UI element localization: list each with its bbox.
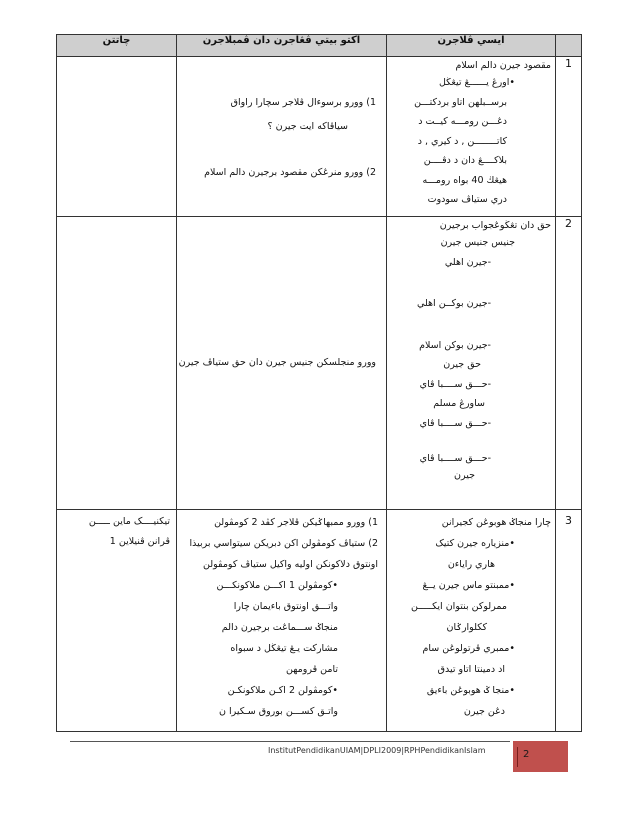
footer-divider (70, 741, 510, 742)
activity-line: سياڤاکه ايت جيرن ؟ (267, 121, 348, 132)
content-line: -جيرن بوکــن اهلي (416, 298, 491, 309)
row3-content (387, 510, 556, 732)
header-content: ايسي ڤلاجرن (387, 35, 556, 57)
activity-line: 2) ستياڤ کومڤولن اکن دبريکن سيتواسي بربيذا (189, 538, 378, 549)
note-line: تيکنيــــک ماين ـــــن (88, 516, 170, 527)
header-activity: اکتو بيتي ڤڠاجرن دان ڤمبلاجرن (177, 35, 387, 57)
lesson-plan-table (56, 34, 582, 732)
content-line: •اورڠ يــــــڠ تيڠڬل (438, 77, 515, 88)
content-line: دڠن جيرن (463, 706, 505, 717)
page-box-divider (517, 747, 518, 767)
content-line: برســبلهن اتاو بردکتـــن (414, 96, 507, 108)
table-row (57, 57, 582, 217)
activity-line: 2) وورو منرڠکن مقصود برجيرن دالم اسلام (204, 167, 376, 178)
row1-content (387, 57, 556, 217)
content-line: -جيرن اهلي (444, 256, 491, 268)
content-line: دڠـــن رومـــه کيــت د (418, 116, 507, 127)
activity-line: مشارکت يـڠ تيڠڬل د سبواه (230, 643, 338, 654)
activity-line: •کومڤولن 1 اکـــن ملاکونکـــن (216, 580, 338, 591)
row2-activity (177, 217, 387, 510)
content-line: مقصود جيرن دالم اسلام (455, 60, 551, 71)
content-line: •ممبنتو ماس جيرن يــڠ (422, 580, 515, 591)
activity-line: واتـــق اونتوق باءيمان چارا (233, 601, 338, 612)
activity-line: واتـق کســـن بوروق سـکيرا ن (218, 706, 338, 717)
content-line: جيرن (454, 469, 475, 481)
row3-activity (177, 510, 387, 732)
content-line: دري ستياڤ سودوت (427, 194, 507, 205)
content-line: •منزياره جيرن کتيک (435, 538, 515, 549)
content-line: هيڠڬ 40 بواه رومـــه (422, 174, 507, 186)
row1-note (57, 57, 177, 217)
content-line: حق جيرن (443, 359, 481, 370)
row2-content (387, 217, 556, 510)
content-line: ککلوارݢان (446, 622, 487, 633)
table-header-row (57, 35, 582, 57)
content-line: ساورڠ مسلم (433, 398, 485, 409)
page-number: 2 (523, 749, 530, 760)
content-line: کاتــــــــن , د کيري , د (417, 135, 507, 147)
row1-number: 1 (556, 57, 582, 217)
content-line: •ممبري ڤرتولوڠن سام (422, 643, 515, 654)
activity-line: •کومڤولن 2 اکـن ملاکونکـن (227, 685, 338, 696)
row2-number: 2 (556, 217, 582, 510)
header-note: چاتتن (57, 35, 177, 57)
content-line: جنيس جنيس جيرن (440, 237, 515, 248)
table-row (57, 510, 582, 732)
content-line: بلاکــــڠ دان د دڤــــن (423, 155, 507, 166)
table-row (57, 217, 582, 510)
page-number-box (513, 741, 568, 772)
content-line: هاري راياءن (447, 559, 495, 570)
activity-line: وورو منجلسکن جنيس جيرن دان حق ستياڤ جيرن (178, 357, 376, 368)
content-line: -حـــق ســــبا ڤاي (419, 378, 491, 390)
content-line: حق دان تڠڬوڠجواب برجيرن (439, 220, 551, 231)
row2-note (57, 217, 177, 510)
activity-line: منجاݢ ســـماڠت برجيرن دالم (221, 622, 338, 633)
footer-text: InstitutPendidikanUIAM|DPLI2009|RPHPendidikanIslam (268, 746, 486, 755)
row3-note (57, 510, 177, 732)
content-line: -حـــق ســــبا ڤاي (419, 417, 491, 429)
content-line: اد دمينتا اتاو تيدق (437, 664, 505, 675)
content-line: •منجا ݢ هوبوڠن باءيق (426, 685, 515, 696)
note-line: ڤرانن ڤنيلاين 1 (109, 536, 170, 547)
row3-number: 3 (556, 510, 582, 732)
content-line: ممرلوکن بنتوان ايکـــــن (411, 601, 507, 612)
activity-line: 1) وورو برسوءال ڤلاجر سچارا راواق (230, 97, 376, 108)
activity-line: تامن ڤرومهن (286, 664, 338, 675)
row1-activity (177, 57, 387, 217)
header-number (556, 35, 582, 57)
content-line: -جيرن بوکن اسلام (419, 339, 491, 351)
content-line: چارا منجاݢ هوبوڠن کجيرانن (441, 517, 551, 528)
activity-line: اونتوق دلاکونکن اوليه واکيل ستياڤ کومڤولن (202, 559, 378, 570)
content-line: -حـــق ســــبا ڤاي (419, 453, 491, 464)
activity-line: 1) وورو ممبهاݢيکن ڤلاجر کڤد 2 کومڤولن (214, 517, 378, 528)
